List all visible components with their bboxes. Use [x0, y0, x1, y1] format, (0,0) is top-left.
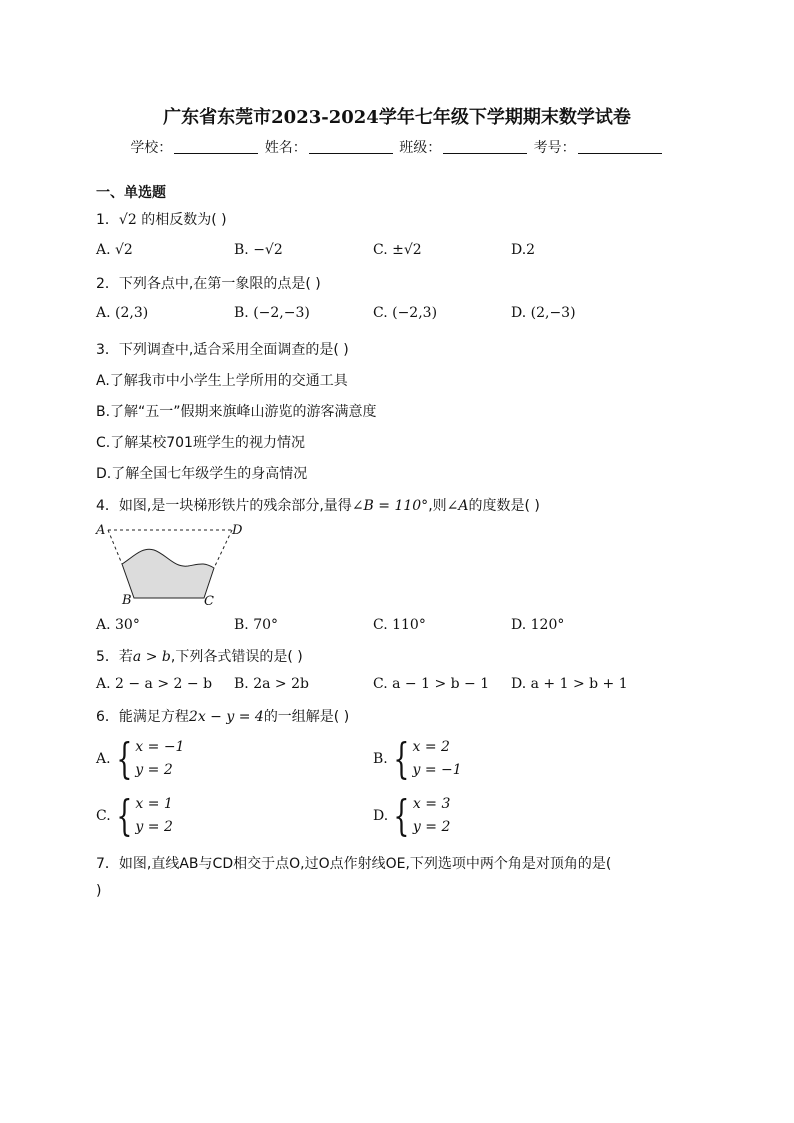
question-6-option-d: D. { x = 3 y = 2	[373, 791, 451, 840]
question-3-stem: 3．下列调查中,适合采用全面调查的是( )	[96, 342, 349, 358]
section-heading: 一、单选题	[96, 185, 166, 201]
vertex-label-c: C	[204, 594, 214, 609]
question-5-stem: 5．若a > b,下列各式错误的是( )	[96, 649, 303, 665]
question-1-option-d: D.2	[511, 242, 536, 258]
question-4-option-c: C. 110°	[373, 617, 426, 633]
question-1-option-a: A. √2	[96, 242, 133, 258]
vertex-label-b: B	[122, 593, 132, 608]
question-1-stem: 1．√2 的相反数为( )	[96, 212, 227, 228]
number-label: 考号：	[533, 140, 576, 156]
question-6-stem: 6．能满足方程2x − y = 4的一组解是( )	[96, 709, 350, 725]
question-3-option-b: B.了解“五一”假期来旗峰山游览的游客满意度	[96, 404, 377, 420]
question-7-stem-line-2: )	[96, 883, 102, 899]
question-5-option-d: D. a + 1 > b + 1	[511, 676, 628, 692]
dashed-right-edge	[214, 530, 232, 568]
question-2-option-b: B. (−2,−3)	[234, 305, 310, 321]
left-brace: {	[116, 791, 133, 840]
school-blank	[174, 139, 258, 154]
question-2-stem: 2．下列各点中,在第一象限的点是( )	[96, 276, 321, 292]
number-blank	[578, 139, 662, 154]
question-4-stem: 4．如图,是一块梯形铁片的残余部分,量得∠B = 110°,则∠A的度数是( )	[96, 498, 540, 514]
name-label: 姓名：	[264, 140, 307, 156]
question-2-option-c: C. (−2,3)	[373, 305, 438, 321]
question-2-option-a: A. (2,3)	[96, 305, 149, 321]
question-4-option-d: D. 120°	[511, 617, 565, 633]
question-7-stem-line-1: 7．如图,直线AB与CD相交于点O,过O点作射线OE,下列选项中两个角是对顶角的是(	[96, 856, 612, 872]
question-4-option-a: A. 30°	[96, 617, 140, 633]
question-5-option-b: B. 2a > 2b	[234, 676, 309, 692]
question-5-option-c: C. a − 1 > b − 1	[373, 676, 490, 692]
class-label: 班级：	[399, 140, 442, 156]
class-blank	[443, 139, 527, 154]
trapezoid-figure	[92, 518, 252, 610]
question-3-option-c: C.了解某校701班学生的视力情况	[96, 435, 305, 451]
student-info-line	[0, 137, 794, 157]
vertex-label-a: A	[96, 523, 106, 538]
exam-title: 广东省东莞市2023-2024学年七年级下学期期末数学试卷	[163, 107, 631, 128]
name-blank	[309, 139, 393, 154]
left-brace: {	[393, 791, 410, 840]
school-label: 学校：	[130, 140, 173, 156]
question-4-option-b: B. 70°	[234, 617, 279, 633]
question-6-option-c: C. { x = 1 y = 2	[96, 791, 173, 840]
question-1-option-c: C. ±√2	[373, 242, 422, 258]
vertex-label-d: D	[232, 523, 243, 538]
left-brace: {	[393, 734, 410, 783]
dashed-left-edge	[108, 530, 122, 564]
question-1-option-b: B. −√2	[234, 242, 283, 258]
question-3-option-d: D.了解全国七年级学生的身高情况	[96, 466, 308, 482]
left-brace: {	[115, 734, 132, 783]
trapezoid-remnant-shape	[122, 549, 214, 598]
question-2-option-d: D. (2,−3)	[511, 305, 576, 321]
question-3-option-a: A.了解我市中小学生上学所用的交通工具	[96, 373, 348, 389]
question-6-option-a: A. { x = −1 y = 2	[96, 734, 185, 783]
question-6-option-b: B. { x = 2 y = −1	[373, 734, 462, 783]
question-5-option-a: A. 2 − a > 2 − b	[96, 676, 213, 692]
